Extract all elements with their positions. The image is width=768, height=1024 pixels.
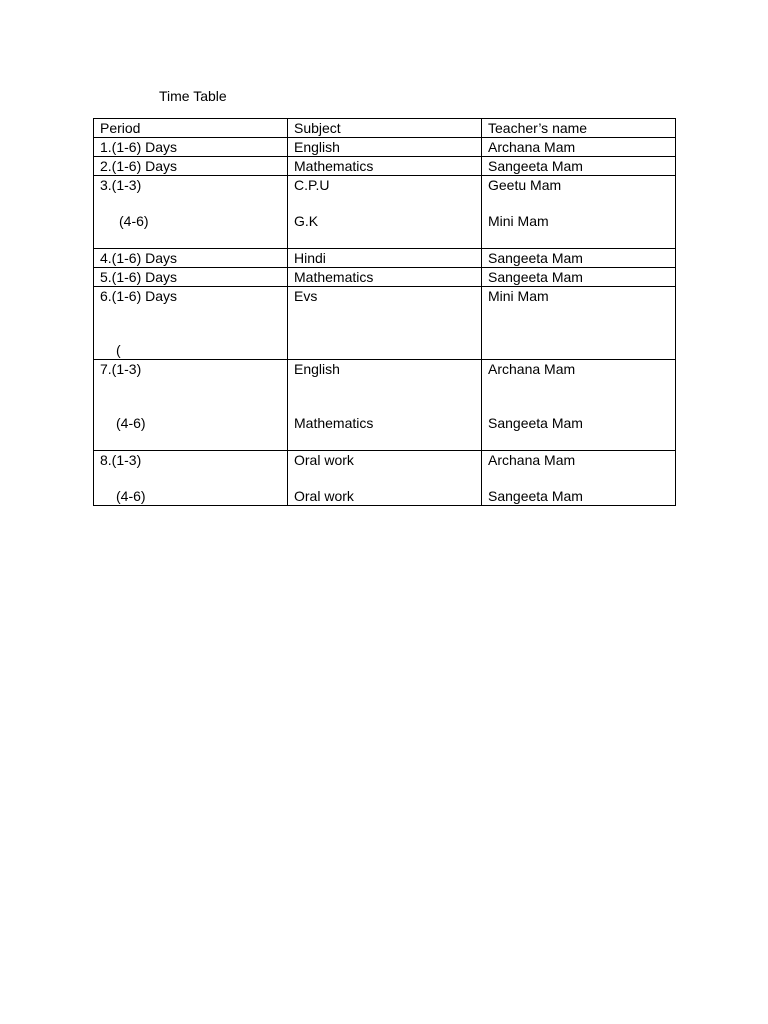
- subject-cell: English: [288, 138, 482, 157]
- page-title: Time Table: [159, 88, 227, 104]
- teacher-cell: Geetu Mam Mini Mam: [482, 176, 676, 249]
- period-cell: 8.(1-3) (4-6): [94, 451, 288, 506]
- teacher-cell: Archana Mam Sangeeta Mam: [482, 360, 676, 451]
- table-header-row: [94, 119, 676, 138]
- table-row: [94, 287, 676, 360]
- teacher-cell: Archana Mam: [482, 138, 676, 157]
- period-cell: 5.(1-6) Days: [94, 268, 288, 287]
- header-period: Period: [94, 119, 288, 138]
- teacher-cell: Sangeeta Mam: [482, 249, 676, 268]
- table-row: [94, 268, 676, 287]
- subject-cell: Hindi: [288, 249, 482, 268]
- teacher-cell: Mini Mam: [482, 287, 676, 360]
- period-cell: 4.(1-6) Days: [94, 249, 288, 268]
- period-cell: 7.(1-3) (4-6): [94, 360, 288, 451]
- teacher-cell: Sangeeta Mam: [482, 268, 676, 287]
- subject-cell: Oral work Oral work: [288, 451, 482, 506]
- header-subject: Subject: [288, 119, 482, 138]
- table-row: [94, 176, 676, 249]
- subject-cell: English Mathematics: [288, 360, 482, 451]
- table-row: [94, 451, 676, 506]
- subject-cell: C.P.U G.K: [288, 176, 482, 249]
- period-cell: 3.(1-3) (4-6): [94, 176, 288, 249]
- subject-cell: Evs: [288, 287, 482, 360]
- teacher-cell: Sangeeta Mam: [482, 157, 676, 176]
- timetable: [93, 118, 676, 506]
- period-cell: 6.(1-6) Days (: [94, 287, 288, 360]
- table-row: [94, 138, 676, 157]
- table-row: [94, 157, 676, 176]
- period-cell: 2.(1-6) Days: [94, 157, 288, 176]
- table-row: [94, 249, 676, 268]
- subject-cell: Mathematics: [288, 268, 482, 287]
- period-cell: 1.(1-6) Days: [94, 138, 288, 157]
- teacher-cell: Archana Mam Sangeeta Mam: [482, 451, 676, 506]
- header-teacher: Teacher’s name: [482, 119, 676, 138]
- subject-cell: Mathematics: [288, 157, 482, 176]
- table-row: [94, 360, 676, 451]
